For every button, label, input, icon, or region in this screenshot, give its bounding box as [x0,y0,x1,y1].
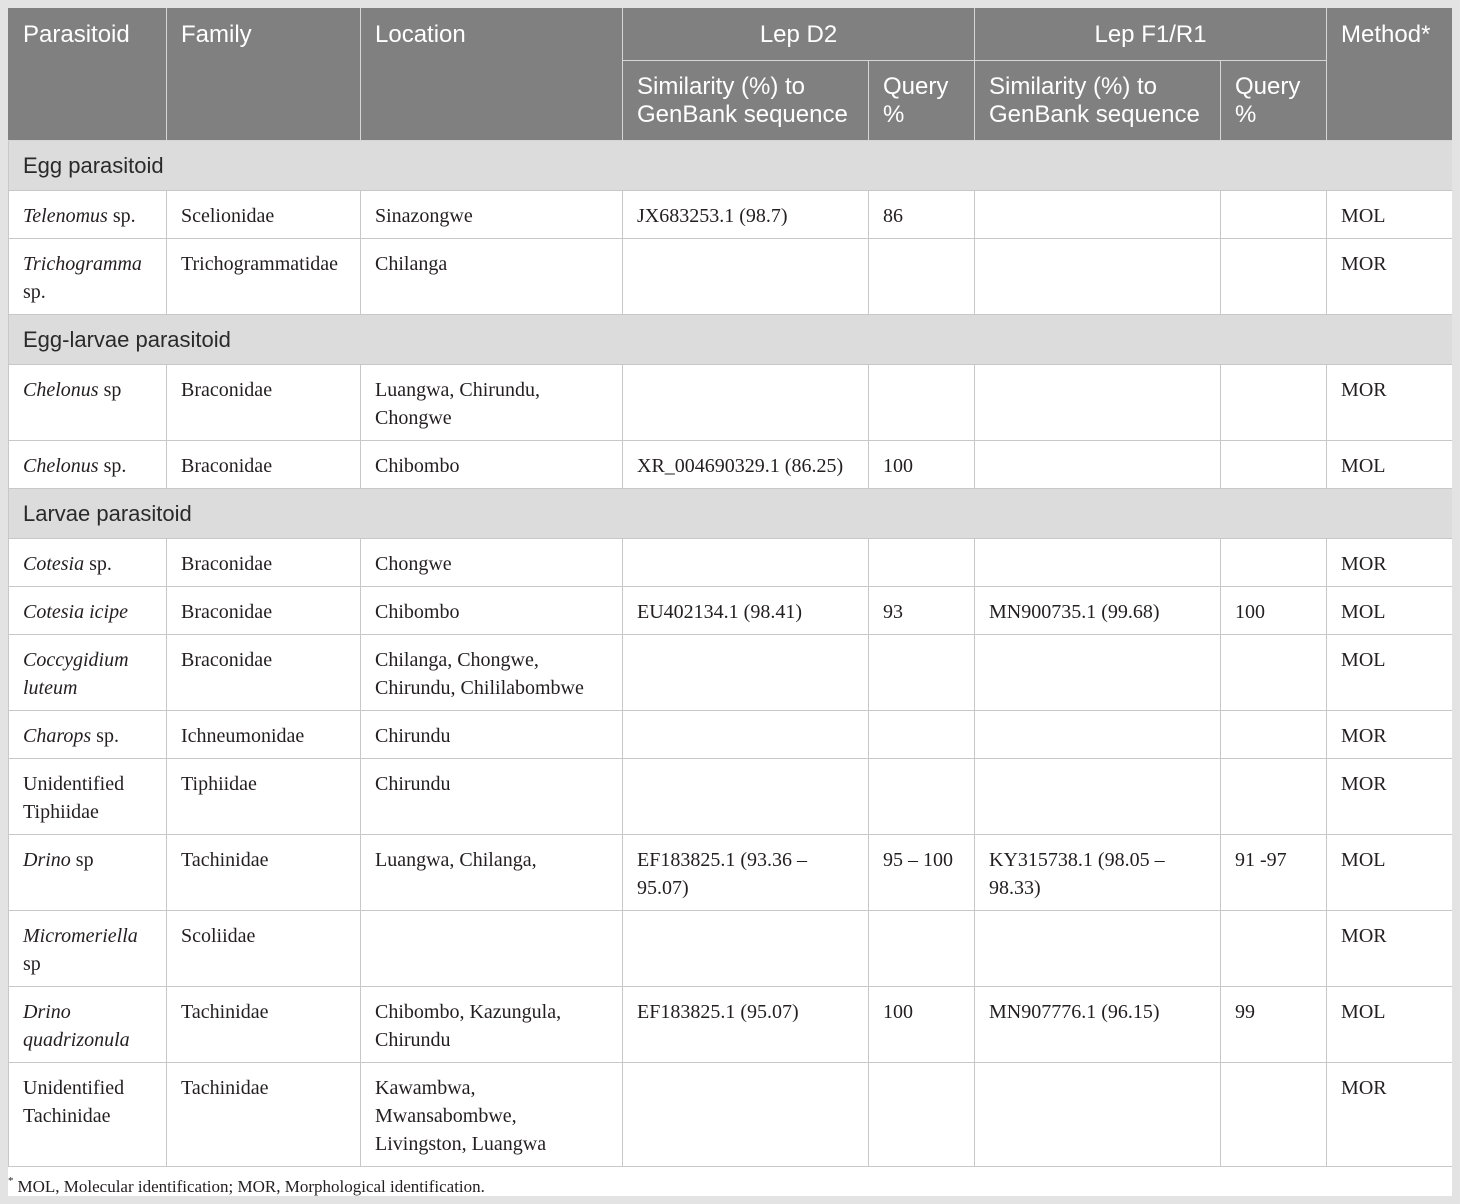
table-footnote [8,1167,1452,1196]
lep-f1r1-query-cell [1221,365,1327,441]
table-row [9,635,1453,711]
lep-f1r1-query-cell: 91 -97 [1221,835,1327,911]
lep-d2-similarity-cell [623,365,869,441]
footnote-text: MOL, Molecular identification; MOR, Morphological identification. [17,1177,485,1196]
lep-f1r1-query-cell [1221,1063,1327,1167]
lep-f1r1-similarity-cell [975,759,1221,835]
header-lep-d2: Lep D2 [623,9,975,61]
lep-d2-query-cell: 95 – 100 [869,835,975,911]
method-cell: MOR [1327,1063,1452,1167]
lep-d2-query-cell [869,711,975,759]
parasitoid-cell [9,711,167,759]
parasitoid-italic-name: Coccygidium luteum [23,649,129,699]
lep-f1r1-similarity-cell: MN907776.1 (96.15) [975,987,1221,1063]
lep-d2-query-cell [869,759,975,835]
lep-f1r1-similarity-cell [975,191,1221,239]
footnote-marker: * [8,1175,14,1187]
location-cell: Luangwa, Chilanga, [361,835,623,911]
location-cell: Chilanga [361,239,623,315]
lep-d2-query-cell: 100 [869,441,975,489]
family-cell: Braconidae [167,539,361,587]
section-title: Larvae parasitoid [9,489,1453,539]
lep-d2-similarity-cell [623,711,869,759]
family-cell: Scelionidae [167,191,361,239]
lep-f1r1-similarity-cell [975,911,1221,987]
parasitoid-roman-name: Unidentified Tachinidae [23,1077,125,1127]
method-cell: MOR [1327,539,1452,587]
method-cell: MOR [1327,365,1452,441]
lep-d2-similarity-cell [623,539,869,587]
parasitoid-italic-name: Cotesia icipe [23,601,128,623]
parasitoid-cell [9,1063,167,1167]
lep-f1r1-query-cell: 100 [1221,587,1327,635]
location-cell: Chibombo [361,441,623,489]
parasitoid-italic-name: Micromeriella [23,925,138,947]
table-header [9,9,1453,141]
lep-d2-similarity-cell: JX683253.1 (98.7) [623,191,869,239]
table-row [9,587,1453,635]
table-row [9,191,1453,239]
section-row [9,489,1453,539]
lep-f1r1-similarity-cell [975,239,1221,315]
location-cell: Chilanga, Chongwe, Chirundu, Chililabombwe [361,635,623,711]
lep-f1r1-similarity-cell [975,1063,1221,1167]
location-cell: Chirundu [361,711,623,759]
lep-d2-similarity-cell [623,1063,869,1167]
method-cell: MOL [1327,191,1452,239]
table-row [9,911,1453,987]
parasitoid-roman-name: sp. [107,205,136,227]
parasitoid-cell [9,365,167,441]
lep-d2-query-cell: 86 [869,191,975,239]
location-cell: Sinazongwe [361,191,623,239]
method-cell: MOL [1327,587,1452,635]
family-cell: Ichneumonidae [167,711,361,759]
family-cell: Braconidae [167,441,361,489]
family-cell: Trichogrammatidae [167,239,361,315]
lep-d2-query-cell [869,239,975,315]
header-lep-f1r1-query: Query % [1221,61,1327,141]
parasitoid-roman-name: sp. [98,455,127,477]
table-row [9,987,1453,1063]
table-row [9,539,1453,587]
lep-d2-query-cell [869,539,975,587]
method-cell: MOL [1327,635,1452,711]
parasitoid-italic-name: Telenomus [23,205,108,227]
parasitoid-cell [9,191,167,239]
family-cell: Braconidae [167,587,361,635]
parasitoid-cell [9,759,167,835]
lep-f1r1-similarity-cell [975,635,1221,711]
parasitoid-roman-name: sp. [84,553,112,575]
parasitoid-cell [9,539,167,587]
lep-d2-query-cell [869,1063,975,1167]
parasitoid-cell [9,987,167,1063]
header-parasitoid: Parasitoid [9,9,167,141]
header-lep-d2-similarity: Similarity (%) to GenBank sequence [623,61,869,141]
lep-d2-similarity-cell [623,635,869,711]
lep-d2-similarity-cell: EU402134.1 (98.41) [623,587,869,635]
location-cell: Chongwe [361,539,623,587]
parasitoid-table [8,8,1452,1167]
lep-f1r1-query-cell [1221,711,1327,759]
lep-d2-similarity-cell [623,911,869,987]
lep-f1r1-query-cell [1221,441,1327,489]
lep-f1r1-query-cell: 99 [1221,987,1327,1063]
parasitoid-cell [9,635,167,711]
lep-f1r1-similarity-cell: KY315738.1 (98.05 – 98.33) [975,835,1221,911]
section-title: Egg-larvae parasitoid [9,315,1453,365]
lep-d2-similarity-cell [623,239,869,315]
lep-d2-query-cell [869,365,975,441]
header-family: Family [167,9,361,141]
family-cell: Tiphiidae [167,759,361,835]
lep-d2-query-cell [869,635,975,711]
lep-f1r1-query-cell [1221,635,1327,711]
parasitoid-roman-name: sp. [23,281,46,303]
header-lep-d2-query: Query % [869,61,975,141]
parasitoid-italic-name: Trichogramma [23,253,142,275]
lep-d2-similarity-cell: XR_004690329.1 (86.25) [623,441,869,489]
method-cell: MOR [1327,239,1452,315]
method-cell: MOR [1327,911,1452,987]
parasitoid-italic-name: Charops [23,725,92,747]
parasitoid-italic-name: Drino [23,849,71,871]
parasitoid-italic-name: Cotesia [23,553,85,575]
header-lep-f1r1-similarity: Similarity (%) to GenBank sequence [975,61,1221,141]
header-method: Method* [1327,9,1452,141]
table-row [9,239,1453,315]
lep-f1r1-similarity-cell [975,539,1221,587]
location-cell: Chibombo [361,587,623,635]
lep-d2-similarity-cell: EF183825.1 (95.07) [623,987,869,1063]
lep-f1r1-similarity-cell: MN900735.1 (99.68) [975,587,1221,635]
parasitoid-cell [9,441,167,489]
method-cell: MOR [1327,711,1452,759]
lep-f1r1-query-cell [1221,539,1327,587]
parasitoid-italic-name: Chelonus [23,455,99,477]
method-cell: MOL [1327,441,1452,489]
table-row [9,711,1453,759]
lep-d2-query-cell [869,911,975,987]
parasitoid-roman-name: sp [98,379,122,401]
lep-f1r1-query-cell [1221,239,1327,315]
section-row [9,315,1453,365]
lep-f1r1-query-cell [1221,191,1327,239]
location-cell: Chirundu [361,759,623,835]
parasitoid-italic-name: Chelonus [23,379,99,401]
parasitoid-italic-name: Drino quadrizonula [23,1001,130,1051]
family-cell: Tachinidae [167,835,361,911]
table-row [9,1063,1453,1167]
method-cell: MOL [1327,987,1452,1063]
table-row [9,365,1453,441]
family-cell: Tachinidae [167,987,361,1063]
family-cell: Braconidae [167,635,361,711]
location-cell: Chibombo, Kazungula, Chirundu [361,987,623,1063]
lep-d2-query-cell: 93 [869,587,975,635]
lep-d2-similarity-cell [623,759,869,835]
location-cell: Kawambwa, Mwansabombwe, Livingston, Luangwa [361,1063,623,1167]
lep-d2-query-cell: 100 [869,987,975,1063]
parasitoid-roman-name: sp [23,953,41,975]
table-row [9,759,1453,835]
location-cell [361,911,623,987]
lep-f1r1-similarity-cell [975,711,1221,759]
table-row [9,835,1453,911]
family-cell: Tachinidae [167,1063,361,1167]
parasitoid-cell [9,587,167,635]
header-location: Location [361,9,623,141]
lep-d2-similarity-cell: EF183825.1 (93.36 – 95.07) [623,835,869,911]
lep-f1r1-query-cell [1221,911,1327,987]
table-body [9,141,1453,1167]
section-title: Egg parasitoid [9,141,1453,191]
section-row [9,141,1453,191]
method-cell: MOR [1327,759,1452,835]
parasitoid-roman-name: sp. [91,725,119,747]
parasitoid-cell [9,835,167,911]
lep-f1r1-similarity-cell [975,365,1221,441]
family-cell: Scoliidae [167,911,361,987]
table-row [9,441,1453,489]
location-cell: Luangwa, Chirundu, Chongwe [361,365,623,441]
method-cell: MOL [1327,835,1452,911]
header-lep-f1r1: Lep F1/R1 [975,9,1327,61]
header-row-primary [9,9,1453,61]
family-cell: Braconidae [167,365,361,441]
lep-f1r1-similarity-cell [975,441,1221,489]
parasitoid-cell [9,911,167,987]
parasitoid-roman-name: Unidentified Tiphiidae [23,773,125,823]
parasitoid-cell [9,239,167,315]
lep-f1r1-query-cell [1221,759,1327,835]
table-page [8,8,1452,1196]
parasitoid-roman-name: sp [70,849,94,871]
